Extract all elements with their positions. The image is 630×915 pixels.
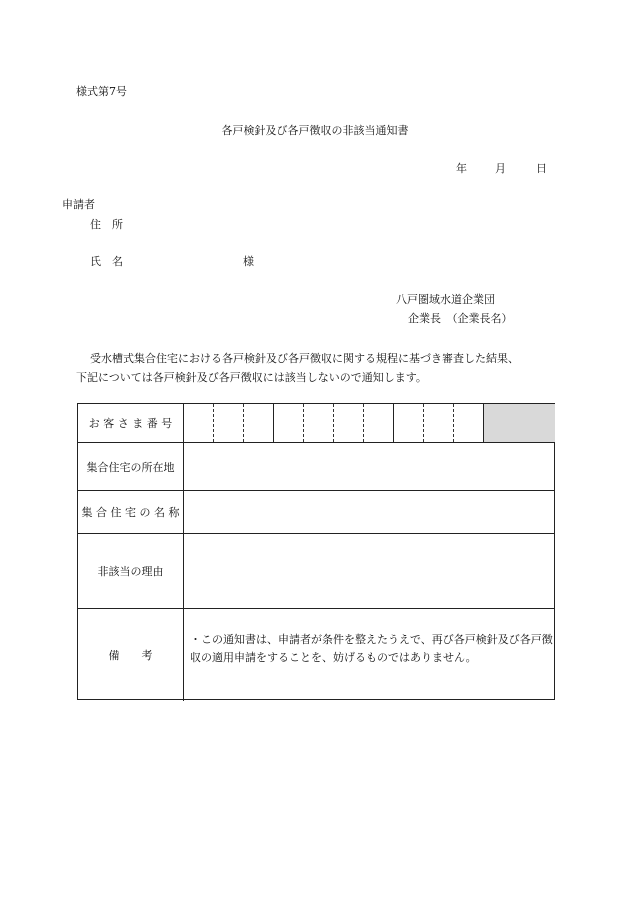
body-text-line-1: 受水槽式集合住宅における各戸検針及び各戸徴収に関する規程に基づき審査した結果、 [90,352,519,365]
customer-number-digit [274,404,304,442]
form-number: 様式第7号 [76,85,127,98]
issuer-title: 企業長 （企業長名） [408,312,513,325]
date-row [456,162,547,176]
date-day: 日 [536,162,547,175]
remarks-value [184,609,554,701]
customer-number-check-digit [484,404,555,442]
address-label: 住 所 [90,218,123,231]
location-label: 集合住宅の所在地 [78,443,184,490]
customer-number-digit [334,404,364,442]
customer-number-digit [424,404,454,442]
document-title: 各戸検針及び各戸徴収の非該当通知書 [221,124,409,137]
customer-number-digit [454,404,484,442]
body-text-line-2: 下記については各戸検針及び各戸徴収には該当しないので通知します。 [76,371,427,384]
building-name-row [78,491,554,534]
customer-number-digit [214,404,244,442]
remarks-row [78,609,554,701]
date-year: 年 [456,162,467,175]
customer-number-digit [184,404,214,442]
date-month: 月 [495,162,506,175]
notice-table [77,403,555,700]
customer-number-digit [304,404,334,442]
customer-number-digit [244,404,274,442]
customer-number-label: お 客 さ ま 番 号 [78,404,184,442]
reason-row [78,534,554,609]
customer-number-digit [364,404,394,442]
customer-number-row [78,404,554,443]
name-label: 氏 名 [90,255,123,268]
applicant-label: 申請者 [62,198,95,211]
building-name-value [184,491,554,533]
remarks-text: ・この通知書は、申請者が条件を整えたうえで、再び各戸検針及び各戸徴収の適用申請をすることを、妨げるものではありません。 [190,633,553,664]
issuer-organization: 八戸圏域水道企業団 [396,293,495,306]
location-value [184,443,554,490]
building-name-label: 集 合 住 宅 の 名 称 [78,491,184,533]
customer-number-digit [394,404,424,442]
customer-number-cells [184,404,554,442]
reason-label: 非該当の理由 [78,534,184,608]
reason-value [184,534,554,608]
honorific: 様 [243,255,254,268]
location-row [78,443,554,491]
remarks-label: 備 考 [78,609,184,701]
